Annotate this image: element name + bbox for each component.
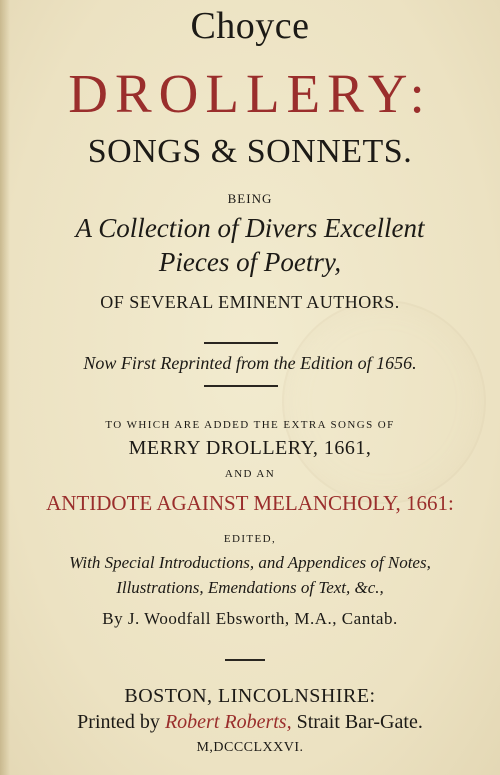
imprint-printer-line [0, 711, 500, 734]
illustrations-line: Illustrations, Emendations of Text, &c., [116, 578, 384, 597]
printer-address: Strait Bar-Gate. [296, 711, 423, 733]
antidote-line: ANTIDOTE AGAINST MELANCHOLY, 1661: [46, 491, 454, 515]
title-drollery: DROLLERY: [68, 63, 432, 124]
collection-line-2: Pieces of Poetry, [158, 247, 342, 277]
merry-drollery-line: MERRY DROLLERY, 1661, [128, 437, 372, 459]
being-label: BEING [227, 191, 273, 206]
printed-by-label: Printed by [77, 711, 160, 733]
divider-rule-imprint [225, 659, 265, 661]
divider-rule-top [204, 342, 278, 344]
reprint-line: Now First Reprinted from the Edition of 1656. [83, 353, 417, 373]
imprint-place: BOSTON, LINCOLNSHIRE: [124, 685, 376, 707]
edited-label: EDITED, [223, 533, 277, 545]
collection-line-1: A Collection of Divers Excellent [75, 213, 425, 243]
title-choyce: Choyce [190, 5, 310, 47]
imprint-date: M,DCCCLXXVI. [196, 740, 304, 755]
authors-line: OF SEVERAL EMINENT AUTHORS. [100, 292, 400, 312]
editor-byline: By J. Woodfall Ebsworth, M.A., Cantab. [102, 609, 398, 628]
special-introductions-line: With Special Introductions, and Appendices of Notes, [69, 553, 431, 572]
printer-name: Robert Roberts, [164, 711, 292, 733]
divider-rule-bottom [204, 385, 278, 387]
added-songs-line: TO WHICH ARE ADDED THE EXTRA SONGS OF [105, 419, 395, 431]
and-an-line: AND AN [224, 468, 276, 480]
title-songs-sonnets: SONGS & SONNETS. [87, 133, 413, 170]
